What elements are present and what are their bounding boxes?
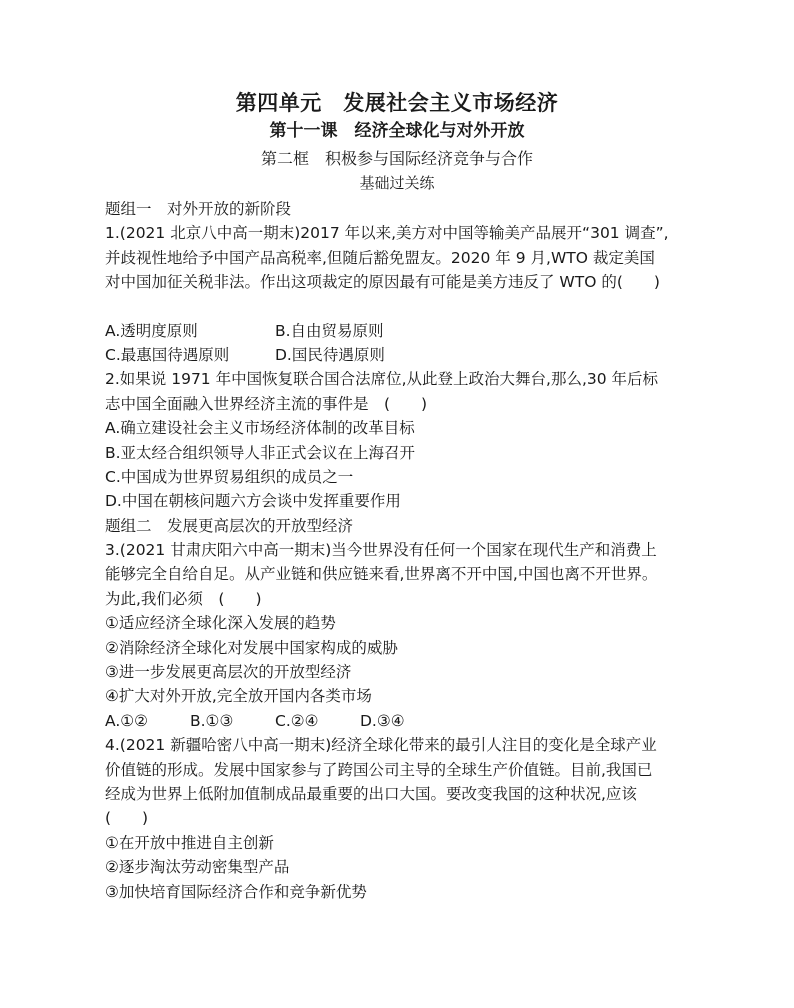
statement-item: ③进一步发展更高层次的开放型经济 [105,663,352,682]
group-heading-1: 题组一 对外开放的新阶段 [105,200,292,218]
option-b: B.亚太经合组织领导人非正式会议在上海召开 [105,443,416,462]
question-text-line: 4.(2021 新疆哈密八中高一期末)经济全球化带来的最引人注目的变化是全球产业 [105,736,657,755]
lesson-title: 第十一课 经济全球化与对外开放 [269,121,525,141]
statement-item: ②逐步淘汰劳动密集型产品 [105,858,290,877]
option-a: A.透明度原则 [105,321,198,340]
option-c: C.最惠国待遇原则 [105,345,230,364]
question-text-line: 并歧视性地给予中国产品高税率,但随后豁免盟友。2020 年 9 月,WTO 裁定美国 [105,248,655,267]
statement-item: ①在开放中推进自主创新 [105,833,274,852]
option-d: D.③④ [360,711,405,730]
heading-block [0,88,794,194]
question-text-line: 3.(2021 甘肃庆阳六中高一期末)当今世界没有任何一个国家在现代生产和消费上 [105,541,657,560]
exercise-subtitle: 基础过关练 [359,174,435,192]
statement-item: ①适应经济全球化深入发展的趋势 [105,614,336,633]
question-text-line: 经成为世界上低附加值制成品最重要的出口大国。要改变我国的这种状况,应该 [105,784,637,803]
option-row [105,319,705,343]
option-row [105,343,705,367]
option-c: C.中国成为世界贸易组织的成员之一 [105,467,354,486]
question-text-line: 能够完全自给自足。从产业链和供应链来看,世界离不开中国,中国也离不开世界。 [105,565,658,584]
option-a: A.①② [105,711,149,730]
question-text-line: 1.(2021 北京八中高一期末)2017 年以来,美方对中国等输美产品展开“301 调查”, [105,224,669,243]
option-a: A.确立建设社会主义市场经济体制的改革目标 [105,419,415,438]
question-text-line: 价值链的形成。发展中国家参与了跨国公司主导的全球生产价值链。目前,我国已 [105,760,653,779]
question-text-line: 对中国加征关税非法。作出这项裁定的原因最有可能是美方违反了 WTO 的( ) [105,273,660,292]
statement-item: ④扩大对外开放,完全放开国内各类市场 [105,687,372,706]
unit-title: 第四单元 发展社会主义市场经济 [235,91,559,115]
question-text-line: ( ) [105,809,149,828]
statement-item: ②消除经济全球化对发展中国家构成的威胁 [105,638,398,657]
statement-item: ③加快培育国际经济合作和竞争新优势 [105,882,367,901]
question-2 [105,367,705,513]
question-4 [105,733,705,904]
option-b: B.自由贸易原则 [275,321,384,340]
question-body [105,197,705,904]
question-text-line: 为此,我们必须 ( ) [105,589,262,608]
option-d: D.国民待遇原则 [275,345,385,364]
group-heading-2: 题组二 发展更高层次的开放型经济 [105,516,354,535]
option-b: B.①③ [190,711,234,730]
option-row [105,709,705,733]
option-c: C.②④ [275,711,319,730]
question-text-line: 2.如果说 1971 年中国恢复联合国合法席位,从此登上政治大舞台,那么,30 年后标 [105,370,659,389]
question-1 [105,221,705,367]
option-d: D.中国在朝核问题六方会谈中发挥重要作用 [105,492,401,511]
question-3 [105,538,705,733]
question-text-line: 志中国全面融入世界经济主流的事件是 ( ) [105,394,428,413]
section-title: 第二框 积极参与国际经济竞争与合作 [260,149,533,168]
